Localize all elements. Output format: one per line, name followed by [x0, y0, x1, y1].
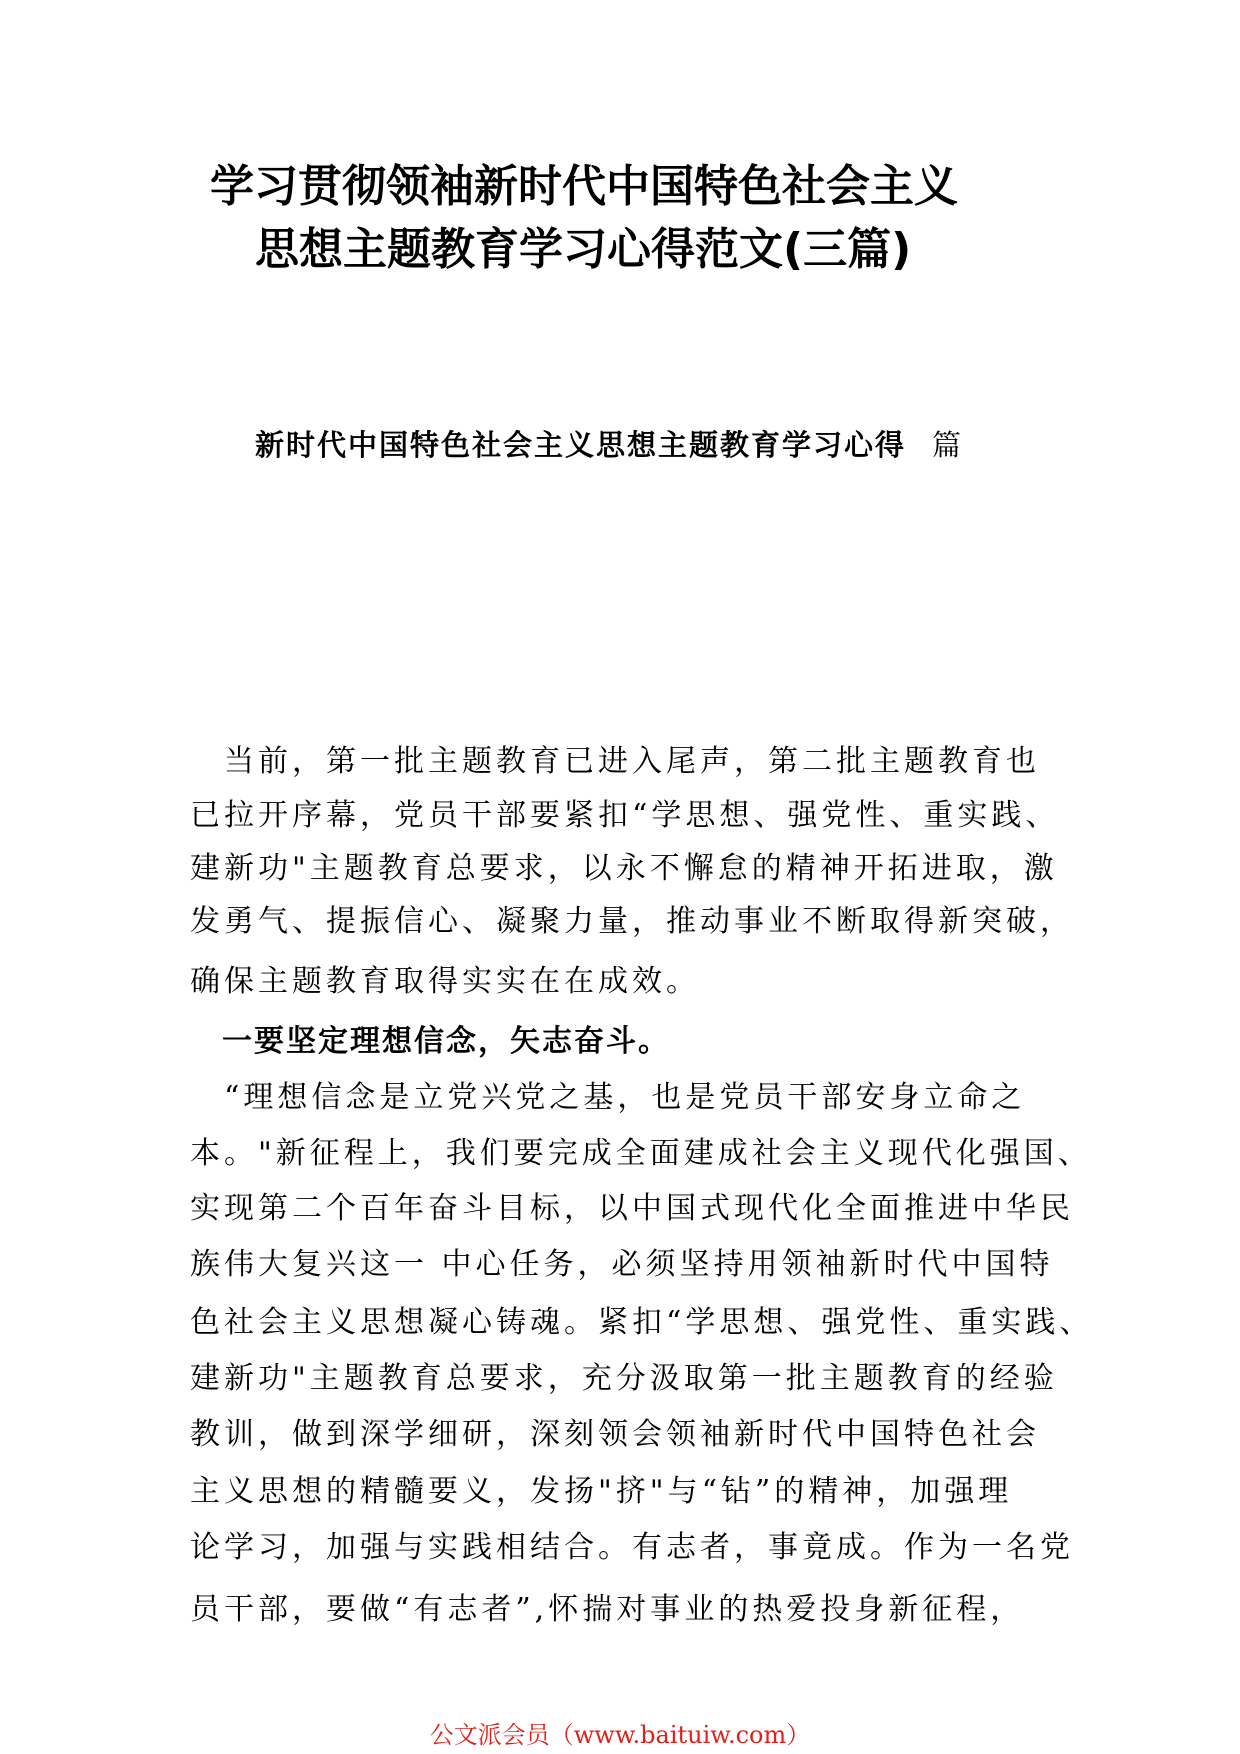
body-line: 建新功"主题教育总要求，以永不懈怠的精神开拓进取，激 — [190, 851, 1058, 886]
body-line: “理想信念是立党兴党之基，也是党员干部安身立命之 — [190, 1080, 1026, 1115]
body-line: 色社会主义思想凝心铸魂。紧扣“学思想、强党性、重实践、 — [190, 1305, 1094, 1340]
section-subtitle-suffix: 篇 — [932, 428, 964, 462]
body-line: 教训，做到深学细研，深刻领会领袖新时代中国特色社会 — [190, 1417, 1040, 1452]
body-line: 实现第二个百年奋斗目标，以中国式现代化全面推进中华民 — [190, 1191, 1074, 1226]
body-line: 族伟大复兴这一 中心任务，必须坚持用领袖新时代中国特 — [190, 1247, 1054, 1282]
body-line: 员干部，要做“有志者”,怀揣对事业的热爱投身新征程， — [190, 1592, 1025, 1627]
body-line: 确保主题教育取得实实在在成效。 — [190, 964, 700, 999]
document-title-line-2: 思想主题教育学习心得范文(三篇) — [255, 224, 912, 275]
document-title-line-1: 学习贯彻领袖新时代中国特色社会主义 — [210, 161, 958, 212]
body-line: 论学习，加强与实践相结合。有志者，事竟成。作为一名党 — [190, 1530, 1074, 1565]
section-heading: 一要坚定理想信念，矢志奋斗。 — [190, 1024, 670, 1059]
section-subtitle — [255, 423, 963, 464]
body-line: 建新功"主题教育总要求，充分汲取第一批主题教育的经验 — [190, 1361, 1058, 1396]
footer-watermark-link[interactable]: 公文派会员（www.baituiw.com） — [429, 1721, 811, 1749]
body-line: 本。"新征程上，我们要完成全面建成社会主义现代化强国、 — [190, 1136, 1092, 1171]
body-line: 已拉开序幕，党员干部要紧扣“学思想、强党性、重实践、 — [190, 798, 1060, 833]
body-line: 主义思想的精髓要义，发扬"挤"与“钻”的精神，加强理 — [190, 1474, 1013, 1509]
section-subtitle-text: 新时代中国特色社会主义思想主题教育学习心得 — [255, 428, 907, 462]
body-line: 当前，第一批主题教育已进入尾声，第二批主题教育也 — [190, 744, 1040, 779]
body-line: 发勇气、提振信心、凝聚力量，推动事业不断取得新突破， — [190, 904, 1074, 939]
